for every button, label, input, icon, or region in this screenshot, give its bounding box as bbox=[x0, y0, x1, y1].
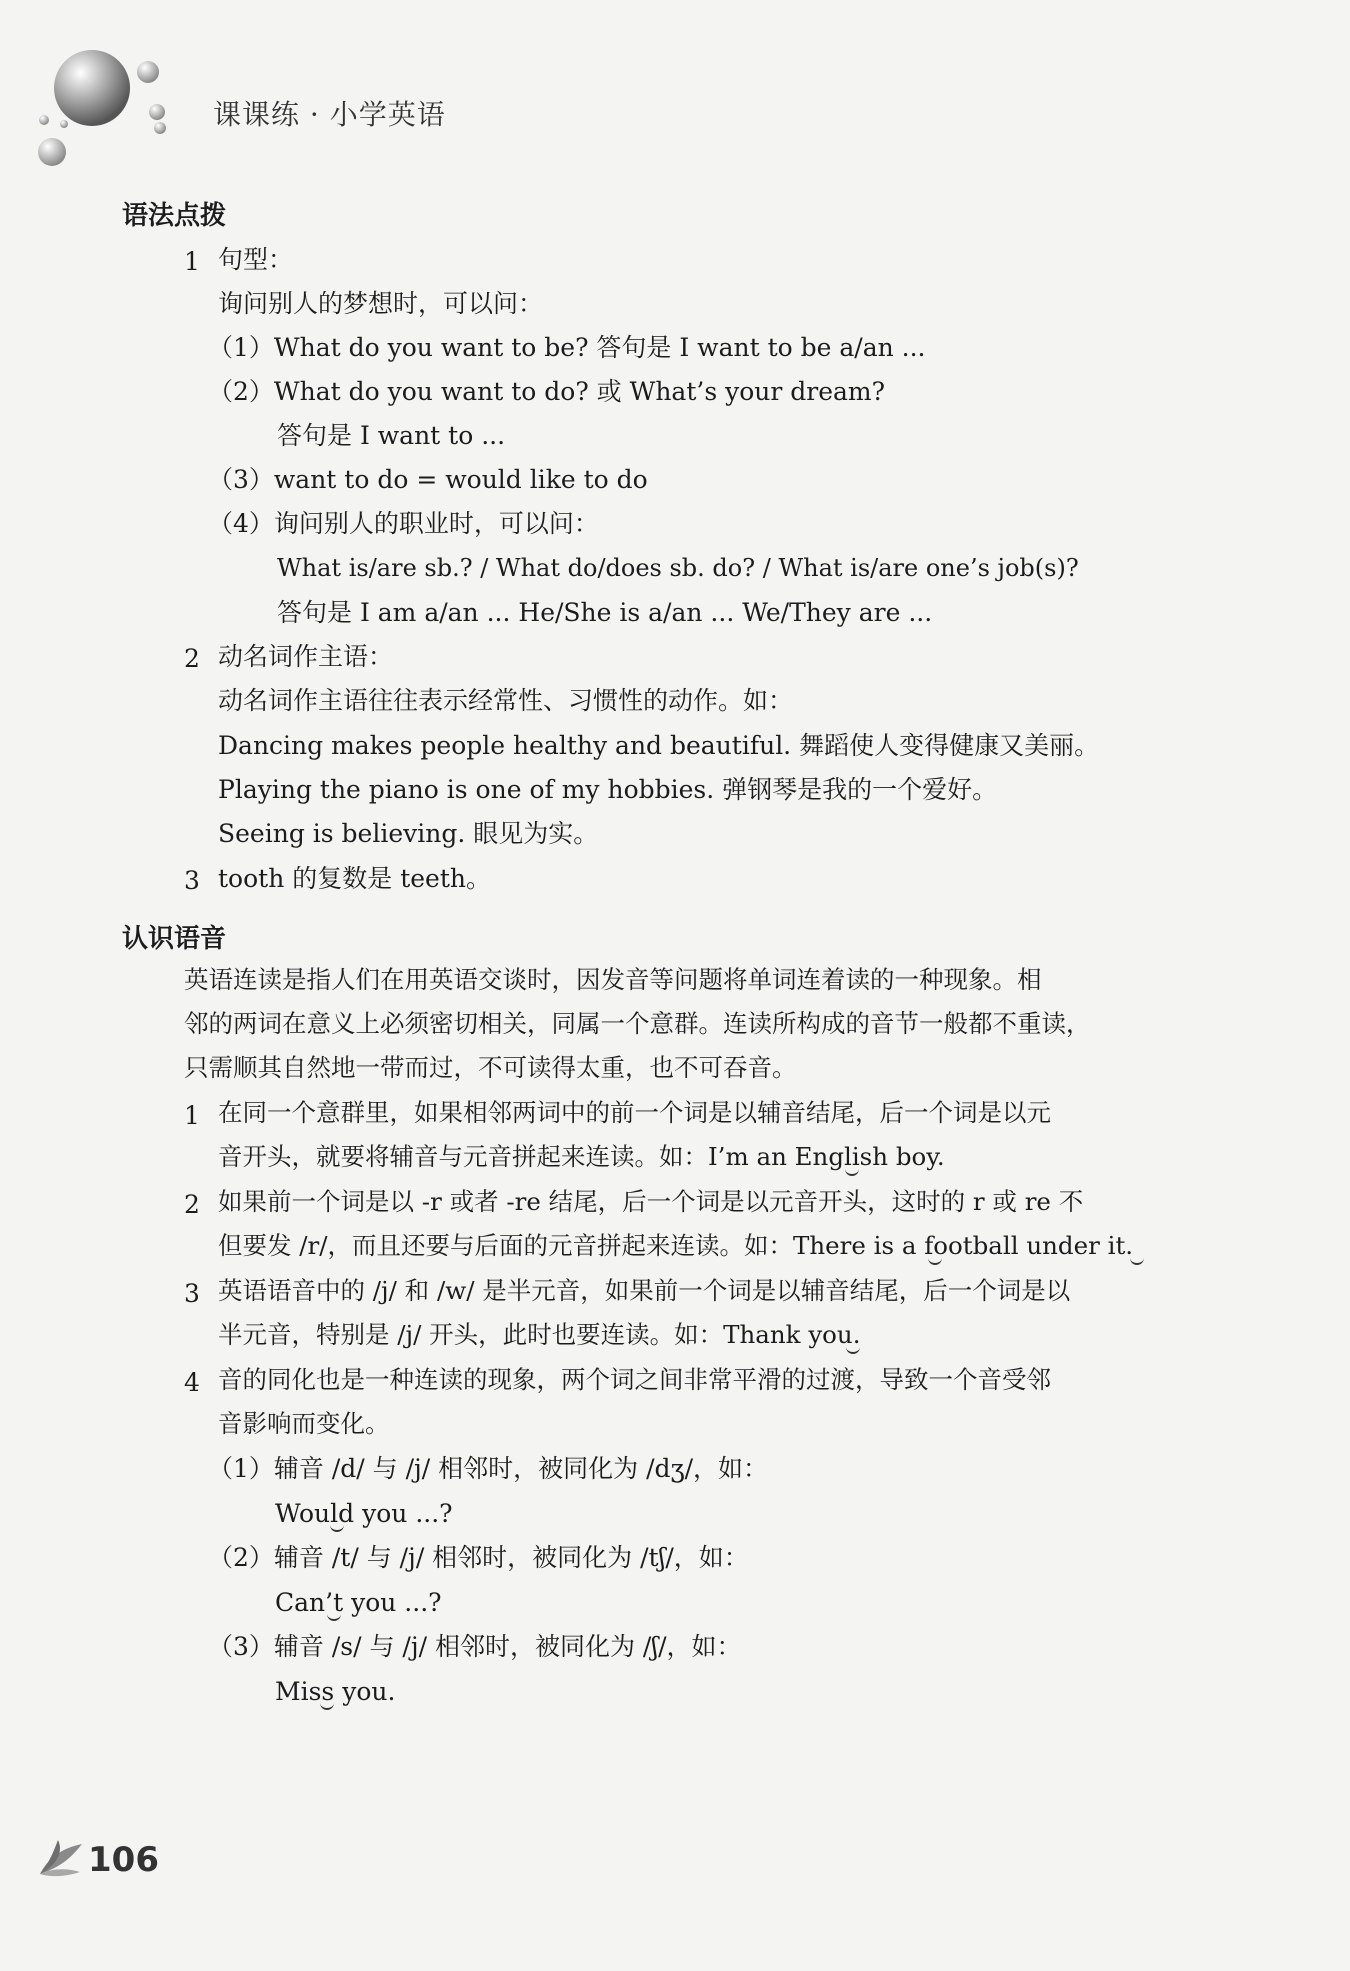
example-line: Dancing makes people healthy and beautiful. 舞蹈使人变得健康又美丽。 bbox=[218, 731, 1100, 760]
item-number: 2 bbox=[184, 1190, 200, 1219]
liaison-mark bbox=[845, 1165, 859, 1176]
text-line: （1）辅音 /d/ 与 /j/ 相邻时，被同化为 /dʒ/，如： bbox=[208, 1454, 769, 1483]
example-line: Miss you. bbox=[275, 1677, 396, 1706]
text-line: 只需顺其自然地一带而过，不可读得太重，也不可吞音。 bbox=[184, 1053, 797, 1082]
liaison-mark bbox=[928, 1254, 942, 1265]
liaison-mark bbox=[327, 1610, 341, 1621]
text-line: 半元音，特别是 /j/ 开头，此时也要连读。如：Thank you. bbox=[218, 1320, 861, 1349]
item-number: 1 bbox=[184, 247, 200, 276]
example-line: Can’t you ...? bbox=[275, 1588, 442, 1617]
text-line: （3）want to do = would like to do bbox=[208, 465, 648, 494]
text-line: tooth 的复数是 teeth。 bbox=[218, 864, 491, 893]
text-line: （2）What do you want to do? 或 What’s your dream? bbox=[208, 377, 886, 406]
item-heading: 句型： bbox=[218, 245, 294, 274]
example-line: Would you ...? bbox=[275, 1499, 453, 1528]
leaf-icon bbox=[38, 1838, 84, 1878]
text-line: 但要发 /r/，而且还要与后面的元音拼起来连读。如：There is a football under it. bbox=[218, 1231, 1134, 1260]
text-line: 邻的两词在意义上必须密切相关，同属一个意群。连读所构成的音节一般都不重读， bbox=[184, 1009, 1091, 1038]
text-line: What is/are sb.? / What do/does sb. do? / What is/are one’s job(s)? bbox=[277, 554, 1079, 582]
text-line: （4）询问别人的职业时，可以问： bbox=[208, 509, 599, 538]
item-heading: 动名词作主语： bbox=[218, 642, 394, 671]
liaison-mark bbox=[320, 1699, 334, 1710]
text-line: 音开头，就要将辅音与元音拼起来连读。如：I’m an English boy. bbox=[218, 1142, 945, 1171]
example-line: Seeing is believing. 眼见为实。 bbox=[218, 819, 599, 848]
page-header-title: 课课练 · 小学英语 bbox=[213, 98, 446, 131]
text-line: （1）What do you want to be? 答句是 I want to be a/an ... bbox=[208, 333, 926, 362]
liaison-mark bbox=[846, 1343, 860, 1354]
section-title-grammar: 语法点拨 bbox=[122, 201, 227, 231]
item-number: 2 bbox=[184, 644, 200, 673]
text-line: （2）辅音 /t/ 与 /j/ 相邻时，被同化为 /tʃ/，如： bbox=[208, 1543, 749, 1572]
text-line: 音影响而变化。 bbox=[218, 1409, 390, 1438]
item-number: 1 bbox=[184, 1101, 200, 1130]
example-line: Playing the piano is one of my hobbies. 弹钢琴是我的一个爱好。 bbox=[218, 775, 998, 804]
section-title-phonetics: 认识语音 bbox=[122, 924, 227, 954]
text-line: 询问别人的梦想时，可以问： bbox=[218, 289, 544, 318]
item-number: 3 bbox=[184, 866, 200, 895]
text-line: 如果前一个词是以 -r 或者 -re 结尾，后一个词是以元音开头，这时的 r 或 re 不 bbox=[218, 1187, 1084, 1216]
text-line: 英语连读是指人们在用英语交谈时，因发音等问题将单词连着读的一种现象。相 bbox=[184, 965, 1042, 994]
liaison-mark bbox=[1130, 1254, 1144, 1265]
bubbles-decoration-icon bbox=[30, 40, 180, 170]
item-number: 4 bbox=[184, 1368, 200, 1397]
text-line: 动名词作主语往往表示经常性、习惯性的动作。如： bbox=[218, 686, 794, 715]
text-line: 英语语音中的 /j/ 和 /w/ 是半元音，如果前一个词是以辅音结尾，后一个词是以 bbox=[218, 1276, 1071, 1305]
page-number: 106 bbox=[88, 1840, 159, 1880]
item-number: 3 bbox=[184, 1279, 200, 1308]
text-line: 音的同化也是一种连读的现象，两个词之间非常平滑的过渡，导致一个音受邻 bbox=[218, 1365, 1051, 1394]
text-line: 答句是 I want to ... bbox=[277, 421, 506, 450]
text-line: 答句是 I am a/an ... He/She is a/an ... We/They are ... bbox=[277, 598, 933, 627]
text-line: 在同一个意群里，如果相邻两词中的前一个词是以辅音结尾，后一个词是以元 bbox=[218, 1098, 1051, 1127]
text-line: （3）辅音 /s/ 与 /j/ 相邻时，被同化为 /ʃ/，如： bbox=[208, 1632, 742, 1661]
liaison-mark bbox=[330, 1521, 344, 1532]
